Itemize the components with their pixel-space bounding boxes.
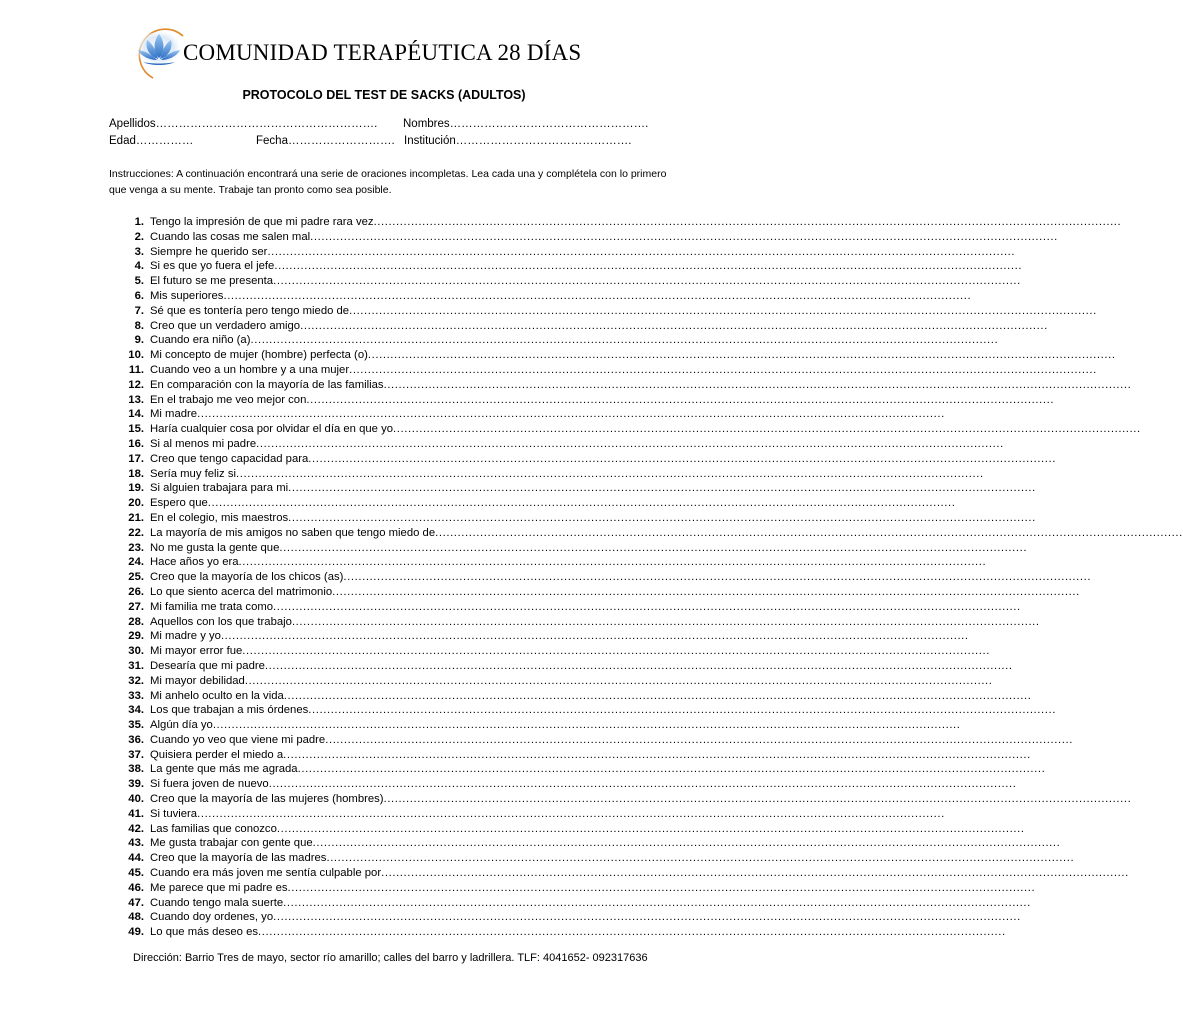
answer-line[interactable]: ........................................................................................................................................................................................................ <box>383 378 1132 391</box>
answer-line[interactable]: ........................................................................................................................................................................................................ <box>283 748 1031 761</box>
question-text: Los que trabajan a mis órdenes <box>150 704 309 717</box>
question-item <box>109 571 1092 586</box>
question-text: Hace años yo era <box>150 556 239 569</box>
document-title: PROTOCOLO DEL TEST DE SACKS (ADULTOS) <box>242 88 526 102</box>
question-item <box>109 260 1023 275</box>
answer-line[interactable]: ........................................................................................................................................................................................................ <box>291 615 1040 628</box>
institucion-field: Institución………………………………………. <box>404 135 632 147</box>
question-text: Si alguien trabajara para mi <box>150 482 289 495</box>
question-number: 20. <box>128 497 144 510</box>
answer-line[interactable]: ........................................................................................................................................................................................................ <box>297 763 1046 776</box>
answer-line[interactable]: ........................................................................................................................................................................................................ <box>367 349 1116 362</box>
answer-line[interactable]: ........................................................................................................................................................................................................ <box>236 467 984 480</box>
question-item <box>109 497 956 512</box>
answer-line[interactable]: ........................................................................................................................................................................................................ <box>283 689 1032 702</box>
nombres-field: Nombres……………………………………………. <box>403 118 649 130</box>
question-item <box>109 275 1021 290</box>
question-text: Cuando era niño (a) <box>150 334 251 347</box>
question-number: 32. <box>128 674 144 687</box>
question-number: 13. <box>128 393 144 406</box>
question-number: 42. <box>128 822 144 835</box>
answer-line[interactable]: ........................................................................................................................................................................................................ <box>308 452 1057 465</box>
question-item <box>109 867 1129 882</box>
question-text: Creo que un verdadero amigo <box>150 319 301 332</box>
question-item <box>109 408 945 423</box>
answer-line[interactable]: ........................................................................................................................................................................................................ <box>312 837 1061 850</box>
question-text: Creo que la mayoría de los chicos (as) <box>150 571 344 584</box>
question-item <box>109 541 1028 557</box>
question-text: Cuando doy ordenes, yo <box>150 911 274 924</box>
answer-line[interactable]: ........................................................................................................................................................................................................ <box>244 674 993 687</box>
organization-name: COMUNIDAD TERAPÉUTICA 28 DÍAS <box>183 40 582 65</box>
question-text: Algún día yo <box>150 719 213 732</box>
question-text: Mi concepto de mujer (hombre) perfecta (o) <box>150 349 368 362</box>
question-number: 29. <box>128 630 144 643</box>
question-text: Las familias que conozco <box>150 822 277 835</box>
question-item <box>109 615 1040 631</box>
answer-line[interactable]: ........................................................................................................................................................................................................ <box>276 822 1025 835</box>
question-number: 15. <box>128 423 144 436</box>
answer-line[interactable]: ........................................................................................................................................................................................................ <box>207 497 956 510</box>
question-item <box>109 349 1116 364</box>
answer-line[interactable]: ........................................................................................................................................................................................................ <box>435 526 1183 539</box>
question-item <box>109 363 1097 379</box>
answer-line[interactable]: ........................................................................................................................................................................................................ <box>279 541 1028 554</box>
question-item <box>109 245 1016 261</box>
question-text: Siempre he querido ser <box>150 245 268 258</box>
question-item <box>109 289 972 305</box>
question-number: 16. <box>128 437 144 450</box>
question-number: 34. <box>128 704 144 717</box>
question-text: En el trabajo me veo mejor con <box>150 393 307 406</box>
question-item <box>109 482 1036 497</box>
question-item <box>109 437 1004 453</box>
answer-line[interactable]: ........................................................................................................................................................................................................ <box>306 393 1055 406</box>
question-number: 31. <box>128 659 144 672</box>
question-item <box>109 452 1057 468</box>
question-number: 10. <box>128 349 144 362</box>
question-text: Mi anhelo oculto en la vida <box>150 689 284 702</box>
answer-line[interactable]: ........................................................................................................................................................................................................ <box>326 852 1075 865</box>
question-number: 38. <box>128 763 144 776</box>
question-text: Mi mayor debilidad <box>150 674 245 687</box>
answer-line[interactable]: ........................................................................................................................................................................................................ <box>349 304 1097 317</box>
answer-line[interactable]: ........................................................................................................................................................................................................ <box>287 881 1036 894</box>
question-number: 9. <box>134 334 144 347</box>
question-number: 14. <box>128 408 144 421</box>
question-text: La mayoría de mis amigos no saben que tengo miedo de <box>150 526 436 539</box>
question-item <box>109 526 1183 542</box>
question-number: 26. <box>128 585 144 598</box>
answer-line[interactable]: ........................................................................................................................................................................................................ <box>223 289 972 302</box>
question-list <box>109 216 1183 941</box>
question-item <box>109 896 1031 912</box>
question-text: Desearía que mi padre <box>150 659 265 672</box>
question-number: 41. <box>128 807 144 820</box>
apellidos-field: Apellidos…………………………………………………. <box>109 118 378 130</box>
question-text: Creo que la mayoría de las mujeres (hombres) <box>150 793 384 806</box>
question-text: En el colegio, mis maestros <box>150 511 289 524</box>
question-number: 45. <box>128 867 144 880</box>
question-number: 21. <box>128 511 144 524</box>
question-text: Creo que la mayoría de las madres <box>150 852 327 865</box>
answer-line[interactable]: ........................................................................................................................................................................................................ <box>268 778 1017 791</box>
question-text: Lo que siento acerca del matrimonio <box>150 585 333 598</box>
question-text: Si tuviera <box>150 807 198 820</box>
question-text: Cuando tengo mala suerte <box>150 896 284 909</box>
question-item <box>109 733 1073 749</box>
question-item <box>109 852 1075 867</box>
answer-line[interactable]: ........................................................................................................................................................................................................ <box>393 423 1141 436</box>
answer-line[interactable]: ........................................................................................................................................................................................................ <box>332 585 1080 598</box>
question-number: 40. <box>128 793 144 806</box>
question-item <box>109 423 1141 438</box>
question-number: 22. <box>128 526 144 539</box>
question-text: En comparación con la mayoría de las familias <box>150 378 384 391</box>
question-item <box>109 304 1097 320</box>
question-text: Sería muy feliz si <box>150 467 237 480</box>
answer-line[interactable]: ........................................................................................................................................................................................................ <box>383 793 1132 806</box>
answer-line[interactable]: ........................................................................................................................................................................................................ <box>258 926 1006 939</box>
answer-line[interactable]: ........................................................................................................................................................................................................ <box>267 245 1016 258</box>
question-number: 28. <box>128 615 144 628</box>
question-item <box>109 585 1080 601</box>
question-text: Cuando las cosas me salen mal <box>150 230 311 243</box>
question-number: 48. <box>128 911 144 924</box>
answer-line[interactable]: ........................................................................................................................................................................................................ <box>197 408 945 421</box>
answer-line[interactable]: ........................................................................................................................................................................................................ <box>238 556 987 569</box>
answer-line[interactable]: ........................................................................................................................................................................................................ <box>310 230 1058 243</box>
question-number: 44. <box>128 852 144 865</box>
answer-line[interactable]: ........................................................................................................................................................................................................ <box>273 911 1021 924</box>
footer-address: Dirección: Barrio Tres de mayo, sector río amarillo; calles del barro y ladrillera. TLF: 4041652- 092317636 <box>133 952 648 964</box>
question-item <box>109 556 987 571</box>
answer-line[interactable]: ........................................................................................................................................................................................................ <box>381 867 1129 880</box>
question-number: 8. <box>134 319 144 332</box>
answer-line[interactable]: ........................................................................................................................................................................................................ <box>250 334 999 347</box>
question-item <box>109 659 1013 675</box>
question-text: Cuando era más joven me sentía culpable por <box>150 867 382 880</box>
question-item <box>109 837 1061 852</box>
question-text: Mis superiores <box>150 289 224 302</box>
question-number: 11. <box>128 363 144 376</box>
question-item <box>109 689 1032 705</box>
question-number: 19. <box>128 482 144 495</box>
question-item <box>109 319 1048 335</box>
answer-line[interactable]: ........................................................................................................................................................................................................ <box>325 733 1073 746</box>
answer-line[interactable]: ........................................................................................................................................................................................................ <box>274 260 1023 273</box>
question-text: Haría cualquier cosa por olvidar el día en que yo <box>150 423 394 436</box>
question-item <box>109 467 984 483</box>
question-number: 6. <box>134 289 144 302</box>
answer-line[interactable]: ........................................................................................................................................................................................................ <box>288 482 1036 495</box>
question-number: 7. <box>134 304 144 317</box>
question-text: Espero que <box>150 497 208 510</box>
question-item <box>109 911 1021 926</box>
question-item <box>109 719 961 734</box>
question-number: 33. <box>128 689 144 702</box>
question-number: 39. <box>128 778 144 791</box>
question-number: 3. <box>134 245 144 258</box>
question-number: 12. <box>128 378 144 391</box>
question-item <box>109 645 991 660</box>
answer-line[interactable]: ........................................................................................................................................................................................................ <box>373 216 1122 228</box>
question-number: 27. <box>128 600 144 613</box>
question-text: Quisiera perder el miedo a <box>150 748 284 761</box>
question-number: 46. <box>128 881 144 894</box>
question-text: El futuro se me presenta <box>150 275 274 288</box>
answer-line[interactable]: ........................................................................................................................................................................................................ <box>256 437 1004 450</box>
question-number: 1. <box>134 216 144 228</box>
question-number: 47. <box>128 896 144 909</box>
question-item <box>109 674 993 690</box>
answer-line[interactable]: ........................................................................................................................................................................................................ <box>343 571 1092 584</box>
question-item <box>109 748 1031 764</box>
question-item <box>109 822 1025 838</box>
question-number: 2. <box>134 230 144 243</box>
question-item <box>109 926 1006 941</box>
question-text: Aquellos con los que trabajo <box>150 615 292 628</box>
question-text: Mi mayor error fue <box>150 645 243 658</box>
question-text: No me gusta la gente que <box>150 541 280 554</box>
question-item <box>109 807 945 823</box>
question-item <box>109 763 1046 778</box>
question-number: 5. <box>134 275 144 288</box>
question-number: 36. <box>128 733 144 746</box>
question-number: 4. <box>134 260 144 273</box>
question-item <box>109 630 969 645</box>
question-number: 35. <box>128 719 144 732</box>
question-text: Si es que yo fuera el jefe <box>150 260 275 273</box>
fecha-field: Fecha………………………. <box>256 135 395 147</box>
question-item <box>109 778 1017 793</box>
question-text: Lo que más deseo es <box>150 926 259 939</box>
answer-line[interactable]: ........................................................................................................................................................................................................ <box>308 704 1056 717</box>
question-item <box>109 511 1036 527</box>
question-item <box>109 393 1055 409</box>
answer-line[interactable]: ........................................................................................................................................................................................................ <box>273 275 1021 288</box>
question-text: Cuando veo a un hombre y a una mujer <box>150 363 350 376</box>
question-text: Si al menos mi padre <box>150 437 257 450</box>
question-item <box>109 216 1122 231</box>
answer-line[interactable]: ........................................................................................................................................................................................................ <box>242 645 991 658</box>
instructions-text: Instrucciones: A continuación encontrará una serie de oraciones incompletas. Lea cada una y complétela con lo primero que venga a su mente. Trabaje tan pronto como sea posible. <box>109 168 667 196</box>
answer-line[interactable]: ........................................................................................................................................................................................................ <box>264 659 1013 672</box>
question-text: Mi madre y yo <box>150 630 221 643</box>
question-item <box>109 230 1058 246</box>
answer-line[interactable]: ........................................................................................................................................................................................................ <box>220 630 969 643</box>
question-text: La gente que más me agrada <box>150 763 298 776</box>
question-number: 30. <box>128 645 144 658</box>
question-number: 24. <box>128 556 144 569</box>
question-text: Creo que tengo capacidad para <box>150 452 309 465</box>
question-number: 25. <box>128 571 144 584</box>
question-number: 49. <box>128 926 144 939</box>
question-item <box>109 334 999 349</box>
edad-field: Edad…………… <box>109 135 194 147</box>
answer-line[interactable]: ........................................................................................................................................................................................................ <box>349 363 1097 376</box>
question-text: Sé que es tontería pero tengo miedo de <box>150 304 350 317</box>
question-text: Mi madre <box>150 408 198 421</box>
question-item <box>109 881 1036 897</box>
question-number: 18. <box>128 467 144 480</box>
answer-line[interactable]: ........................................................................................................................................................................................................ <box>288 511 1036 524</box>
question-text: Me parece que mi padre es <box>150 881 288 894</box>
question-item <box>109 378 1132 394</box>
question-number: 37. <box>128 748 144 761</box>
question-text: Tengo la impresión de que mi padre rara vez <box>150 216 374 228</box>
question-text: Me gusta trabajar con gente que <box>150 837 313 850</box>
question-text: Mi familia me trata como <box>150 600 274 613</box>
question-number: 17. <box>128 452 144 465</box>
answer-line[interactable]: ........................................................................................................................................................................................................ <box>212 719 961 732</box>
answer-line[interactable]: ........................................................................................................................................................................................................ <box>283 896 1031 909</box>
answer-line[interactable]: ........................................................................................................................................................................................................ <box>197 807 945 820</box>
answer-line[interactable]: ........................................................................................................................................................................................................ <box>273 600 1021 613</box>
question-item <box>109 600 1021 616</box>
question-text: Si fuera joven de nuevo <box>150 778 269 791</box>
question-item <box>109 793 1132 808</box>
question-number: 23. <box>128 541 144 554</box>
question-item <box>109 704 1056 719</box>
question-number: 43. <box>128 837 144 850</box>
answer-line[interactable]: ........................................................................................................................................................................................................ <box>300 319 1048 332</box>
question-text: Cuando yo veo que viene mi padre <box>150 733 326 746</box>
